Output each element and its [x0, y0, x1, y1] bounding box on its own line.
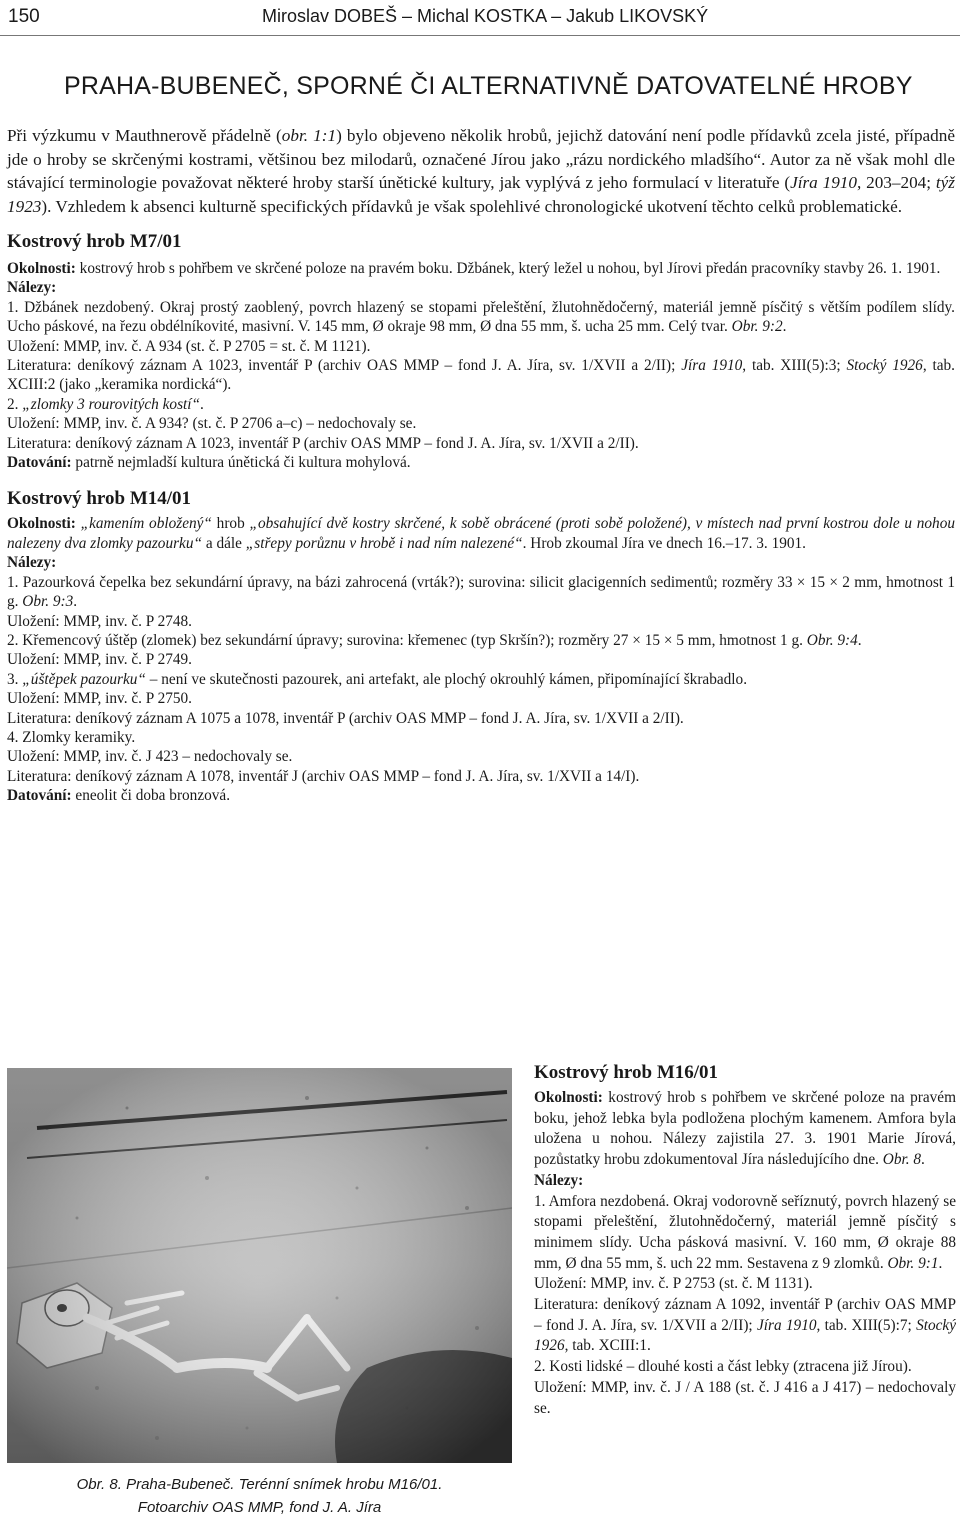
figure-reference[interactable]: obr. 1:1: [281, 126, 337, 145]
grave-m16-heading: Kostrový hrob M16/01: [534, 1062, 719, 1083]
okolnosti: Okolnosti: kostrový hrob s pohřbem ve skrčené poloze na pravém boku. Džbánek, který ležel u nohou, byl Jírovi předán pracovníky stavby 26. 1. 1901.: [7, 260, 941, 277]
citation[interactable]: týž 1923: [7, 173, 955, 216]
storage-line: Uložení: MMP, inv. č. A 934? (st. č. P 2706 a–c) – nedochovaly se.: [7, 415, 417, 433]
figure-reference[interactable]: Obr. 9:4: [806, 631, 858, 649]
grave-m14-heading: Kostrový hrob M14/01: [7, 488, 192, 510]
okolnosti: Okolnosti: „kamením obložený“ hrob „obsahující dvě kostry skrčené, k sobě obrácené (proti sobě položené), v místech nad první kostrou dole u nohou nalezeny dva zlomky pazourku“ a dále „střepy porůznu v hrobě i nad ním nalezené“. Hrob zkoumal Jíra ve dnech 16.–17. 3. 1901.: [7, 515, 955, 552]
storage-line: Uložení: MMP, inv. č. J 423 – nedochovaly se.: [7, 748, 293, 766]
find-item: 2. Kosti lidské – dlouhé kosti a část lebky (ztracena již Jírou).: [534, 1358, 912, 1376]
running-header: [0, 0, 960, 34]
grave-m7-section: [7, 259, 955, 472]
literature-line: Literatura: deníkový záznam A 1023, inventář P (archiv OAS MMP – fond J. A. Jíra, sv. 1/XVII a 2/II); Jíra 1910, tab. XIII(5):3; Stocký 1926, tab. XCIII:2 (jako „keramika nordická“).: [7, 357, 956, 394]
nalezy-label: Nálezy:: [534, 1171, 584, 1189]
grave-m7-heading: Kostrový hrob M7/01: [7, 231, 182, 252]
find-item: 1. Džbánek nezdobený. Okraj prostý zaoblený, povrch hlazený se stopami přeleštění, žlutohnědočerný, materiál jemně písčitý s větším podílem slídy. Ucho páskové, na řezu obdélníkovité, masivní. V. 145 mm, Ø okraje 98 mm, Ø dna 55 mm, š. ucha 25 mm. Celý tvar. Obr. 9:2.: [7, 298, 955, 336]
grave-photograph: [7, 1068, 512, 1463]
grave-photo-illustration: [7, 1068, 512, 1463]
literature-line: Literatura: deníkový záznam A 1075 a 1078, inventář P (archiv OAS MMP – fond J. A. Jíra, sv. 1/XVII a 2/II).: [7, 709, 684, 727]
header-rule: [0, 35, 960, 36]
storage-line: Uložení: MMP, inv. č. P 2749.: [7, 651, 192, 669]
storage-line: Uložení: MMP, inv. č. P 2748.: [7, 612, 192, 630]
grave-m14-section: [7, 514, 955, 805]
main-column: [7, 124, 955, 806]
okolnosti: Okolnosti: kostrový hrob s pohřbem ve skrčené poloze na pravém boku, jehož lebka byla podložena plochým kamenem. Amfora byla uložena u nohou. Nálezy zajistila 27. 3. 1901 Marie Jírová, pozůstatky hrobu zdokumentoval Jíra následujícího dne. Obr. 8.: [534, 1089, 956, 1169]
find-item: 2. Křemencový úštěp (zlomek) bez sekundární úpravy; surovina: křemenec (typ Skršín?); rozměry 27 × 15 × 5 mm, hmotnost 1 g. Obr. 9:4.: [7, 631, 862, 649]
dating-line: Datování: eneolit či doba bronzová.: [7, 787, 231, 805]
citation[interactable]: Jíra 1910: [756, 1316, 817, 1334]
literature-line: Literatura: deníkový záznam A 1092, inventář P (archiv OAS MMP – fond J. A. Jíra, sv. 1/XVII a 2/II); Jíra 1910, tab. XIII(5):7; Stocký 1926, tab. XCIII:1.: [534, 1296, 956, 1355]
nalezy-label: Nálezy:: [7, 279, 57, 297]
storage-line: Uložení: MMP, inv. č. P 2753 (st. č. M 1131).: [534, 1275, 813, 1293]
find-item: 2. „zlomky 3 rourovitých kostí“.: [7, 395, 204, 413]
find-item: 1. Amfora nezdobená. Okraj vodorovně seříznutý, povrch hlazený se stopami přeleštění, žlutohnědočerný, materiál jemně písčitý s minimem slídy. Ucha pásková masivní. V. 160 mm, Ø okraje 88 mm, Ø dna 55 mm, š. uch 22 mm. Sestavena z 9 zlomků. Obr. 9:1.: [534, 1192, 956, 1272]
literature-line: Literatura: deníkový záznam A 1023, inventář P (archiv OAS MMP – fond J. A. Jíra, sv. 1/XVII a 2/II).: [7, 434, 639, 452]
citation[interactable]: Jíra 1910: [790, 173, 857, 192]
find-item: 4. Zlomky keramiky.: [7, 728, 136, 746]
intro-paragraph: Při výzkumu v Mauthnerově přádelně (obr. 1:1) bylo objeveno několik hrobů, jejichž datování není podle přídavků zcela jisté, případně jde o hroby se skrčenými kostrami, většinou bez milodarů, označené Jírou jako „rázu nordického mladšího“. Autor za ně však mohl dle stávající terminologie považovat některé hroby starší únětické kultury, jak vyplývá z jeho formulací v literatuře (Jíra 1910, 203–204; týž 1923). Vzhledem k absenci kulturně specifických přídavků je však spolehlivé chronologické ukotvení těchto celků problematické.: [7, 126, 955, 216]
grave-m16-section: [534, 1062, 956, 1419]
figure-caption: Obr. 8. Praha-Bubeneč. Terénní snímek hrobu M16/01. Fotoarchiv OAS MMP, fond J. A. Jíra: [76, 1476, 443, 1516]
page-number: 150: [8, 6, 40, 27]
citation[interactable]: Stocký 1926: [846, 357, 923, 375]
storage-line: Uložení: MMP, inv. č. J / A 188 (st. č. J 416 a J 417) – nedochovaly se.: [534, 1378, 956, 1417]
storage-line: Uložení: MMP, inv. č. A 934 (st. č. P 2705 = st. č. M 1121).: [7, 337, 371, 355]
find-item: 3. „úštěpek pazourku“ – není ve skutečnosti pazourek, ani artefakt, ale plochý okrouhlý kámen, připomínající škrabadlo.: [7, 670, 748, 688]
section-title: PRAHA-BUBENEČ, SPORNÉ ČI ALTERNATIVNĚ DATOVATELNÉ HROBY: [64, 72, 913, 100]
literature-line: Literatura: deníkový záznam A 1078, inventář J (archiv OAS MMP – fond J. A. Jíra, sv. 1/XVII a 14/I).: [7, 767, 640, 785]
citation[interactable]: Jíra 1910: [681, 357, 743, 375]
figure-reference[interactable]: Obr. 9:2: [731, 318, 783, 336]
figure-reference[interactable]: Obr. 8: [882, 1151, 922, 1169]
dating-line: Datování: patrně nejmladší kultura únětická či kultura mohylová.: [7, 454, 411, 472]
figure-reference[interactable]: Obr. 9:3: [22, 593, 74, 611]
find-item: 1. Pazourková čepelka bez sekundární úpravy, na bázi zahrocená (vrták?); surovina: silicit glacigenních sedimentů; rozměry 33 × 15 × 2 mm, hmotnost 1 g. Obr. 9:3.: [7, 573, 955, 611]
nalezy-label: Nálezy:: [7, 554, 57, 572]
storage-line: Uložení: MMP, inv. č. P 2750.: [7, 690, 192, 708]
figure-reference[interactable]: Obr. 9:1: [887, 1254, 939, 1272]
running-head-authors: Miroslav DOBEŠ – Michal KOSTKA – Jakub LIKOVSKÝ: [262, 6, 709, 26]
citation[interactable]: Stocký 1926: [534, 1316, 956, 1355]
